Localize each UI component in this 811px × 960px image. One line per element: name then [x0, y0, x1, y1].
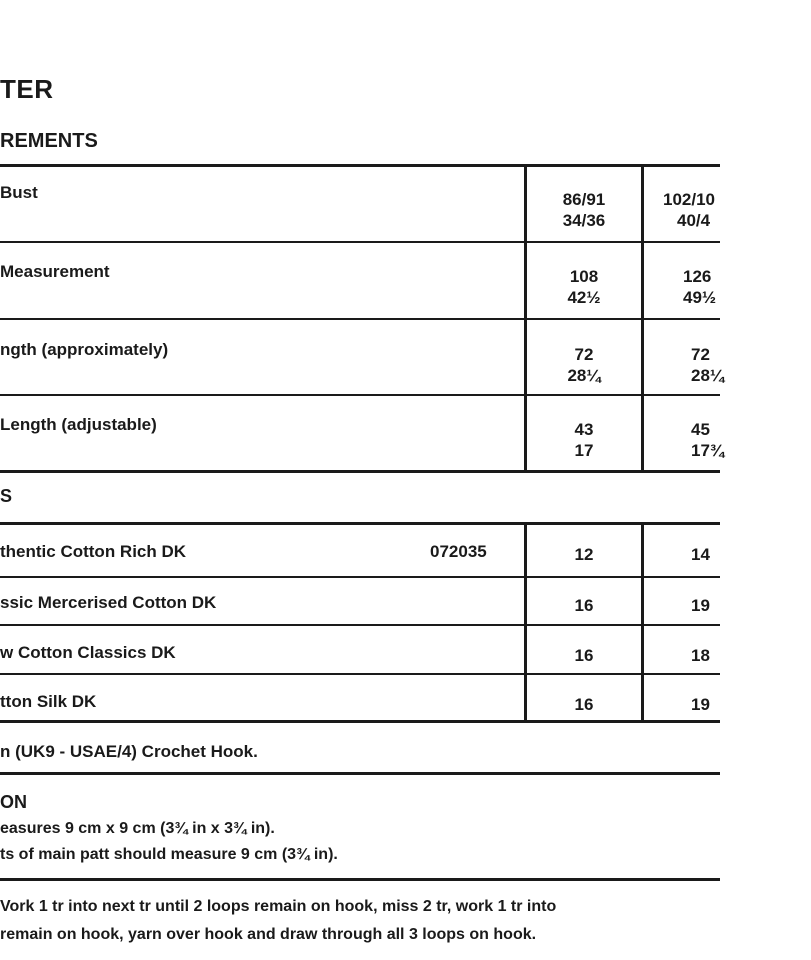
yarn-row-label: thentic Cotton Rich DK [0, 542, 187, 561]
table-cell: 16 [574, 646, 594, 665]
table-cell: 45 17¾ [691, 420, 725, 460]
table-cell: 19 [691, 695, 710, 714]
row-label-length: ngth (approximately) [0, 340, 169, 359]
table-rule [0, 673, 720, 675]
table-cell: 16 [574, 596, 594, 615]
table-rule [0, 576, 720, 578]
table-cell: 102/10 40/4 [663, 190, 715, 230]
table-cell: 126 49½ [683, 267, 717, 307]
measurements-heading: REMENTS [0, 130, 98, 152]
table-rule [0, 470, 720, 473]
table-rule [0, 720, 720, 723]
page-title: TER [0, 74, 54, 104]
instruction-line: Vork 1 tr into next tr until 2 loops remain on hook, miss 2 tr, work 1 tr into [0, 898, 557, 915]
table-rule [0, 394, 720, 396]
table-cell: 19 [691, 596, 710, 615]
table-cell: 43 17 [574, 420, 594, 460]
instruction-line: remain on hook, yarn over hook and draw through all 3 loops on hook. [0, 926, 537, 943]
table-cell: 18 [691, 646, 710, 665]
column-divider [524, 522, 527, 723]
table-cell: 86/91 34/36 [562, 190, 606, 230]
section-rule [0, 772, 720, 775]
tension-line: ts of main patt should measure 9 cm (3¾ in). [0, 846, 338, 863]
table-cell: 14 [691, 545, 710, 564]
column-divider [641, 164, 644, 473]
table-cell: 108 42½ [567, 267, 601, 307]
yarn-shade-code: 072035 [430, 542, 487, 561]
table-cell: 12 [574, 545, 594, 564]
row-label-sleeve-length: Length (adjustable) [0, 415, 157, 434]
table-cell: 72 28¼ [567, 345, 601, 385]
yarn-heading: S [0, 486, 13, 506]
column-divider [641, 522, 644, 723]
table-rule [0, 318, 720, 320]
table-cell: 16 [574, 695, 594, 714]
column-divider [524, 164, 527, 473]
table-rule [0, 241, 720, 243]
tension-heading: ON [0, 792, 27, 812]
row-label-bust: Bust [0, 183, 38, 202]
section-rule [0, 878, 720, 881]
table-cell: 72 28¼ [691, 345, 725, 385]
yarn-row-label: w Cotton Classics DK [0, 643, 176, 662]
table-rule [0, 164, 720, 167]
tension-line: easures 9 cm x 9 cm (3¾ in x 3¾ in). [0, 820, 275, 837]
row-label-measurement: Measurement [0, 262, 110, 281]
table-rule [0, 522, 720, 525]
hook-line: n (UK9 - USAE/4) Crochet Hook. [0, 742, 258, 761]
table-rule [0, 624, 720, 626]
yarn-row-label: tton Silk DK [0, 692, 97, 711]
yarn-row-label: ssic Mercerised Cotton DK [0, 593, 217, 612]
